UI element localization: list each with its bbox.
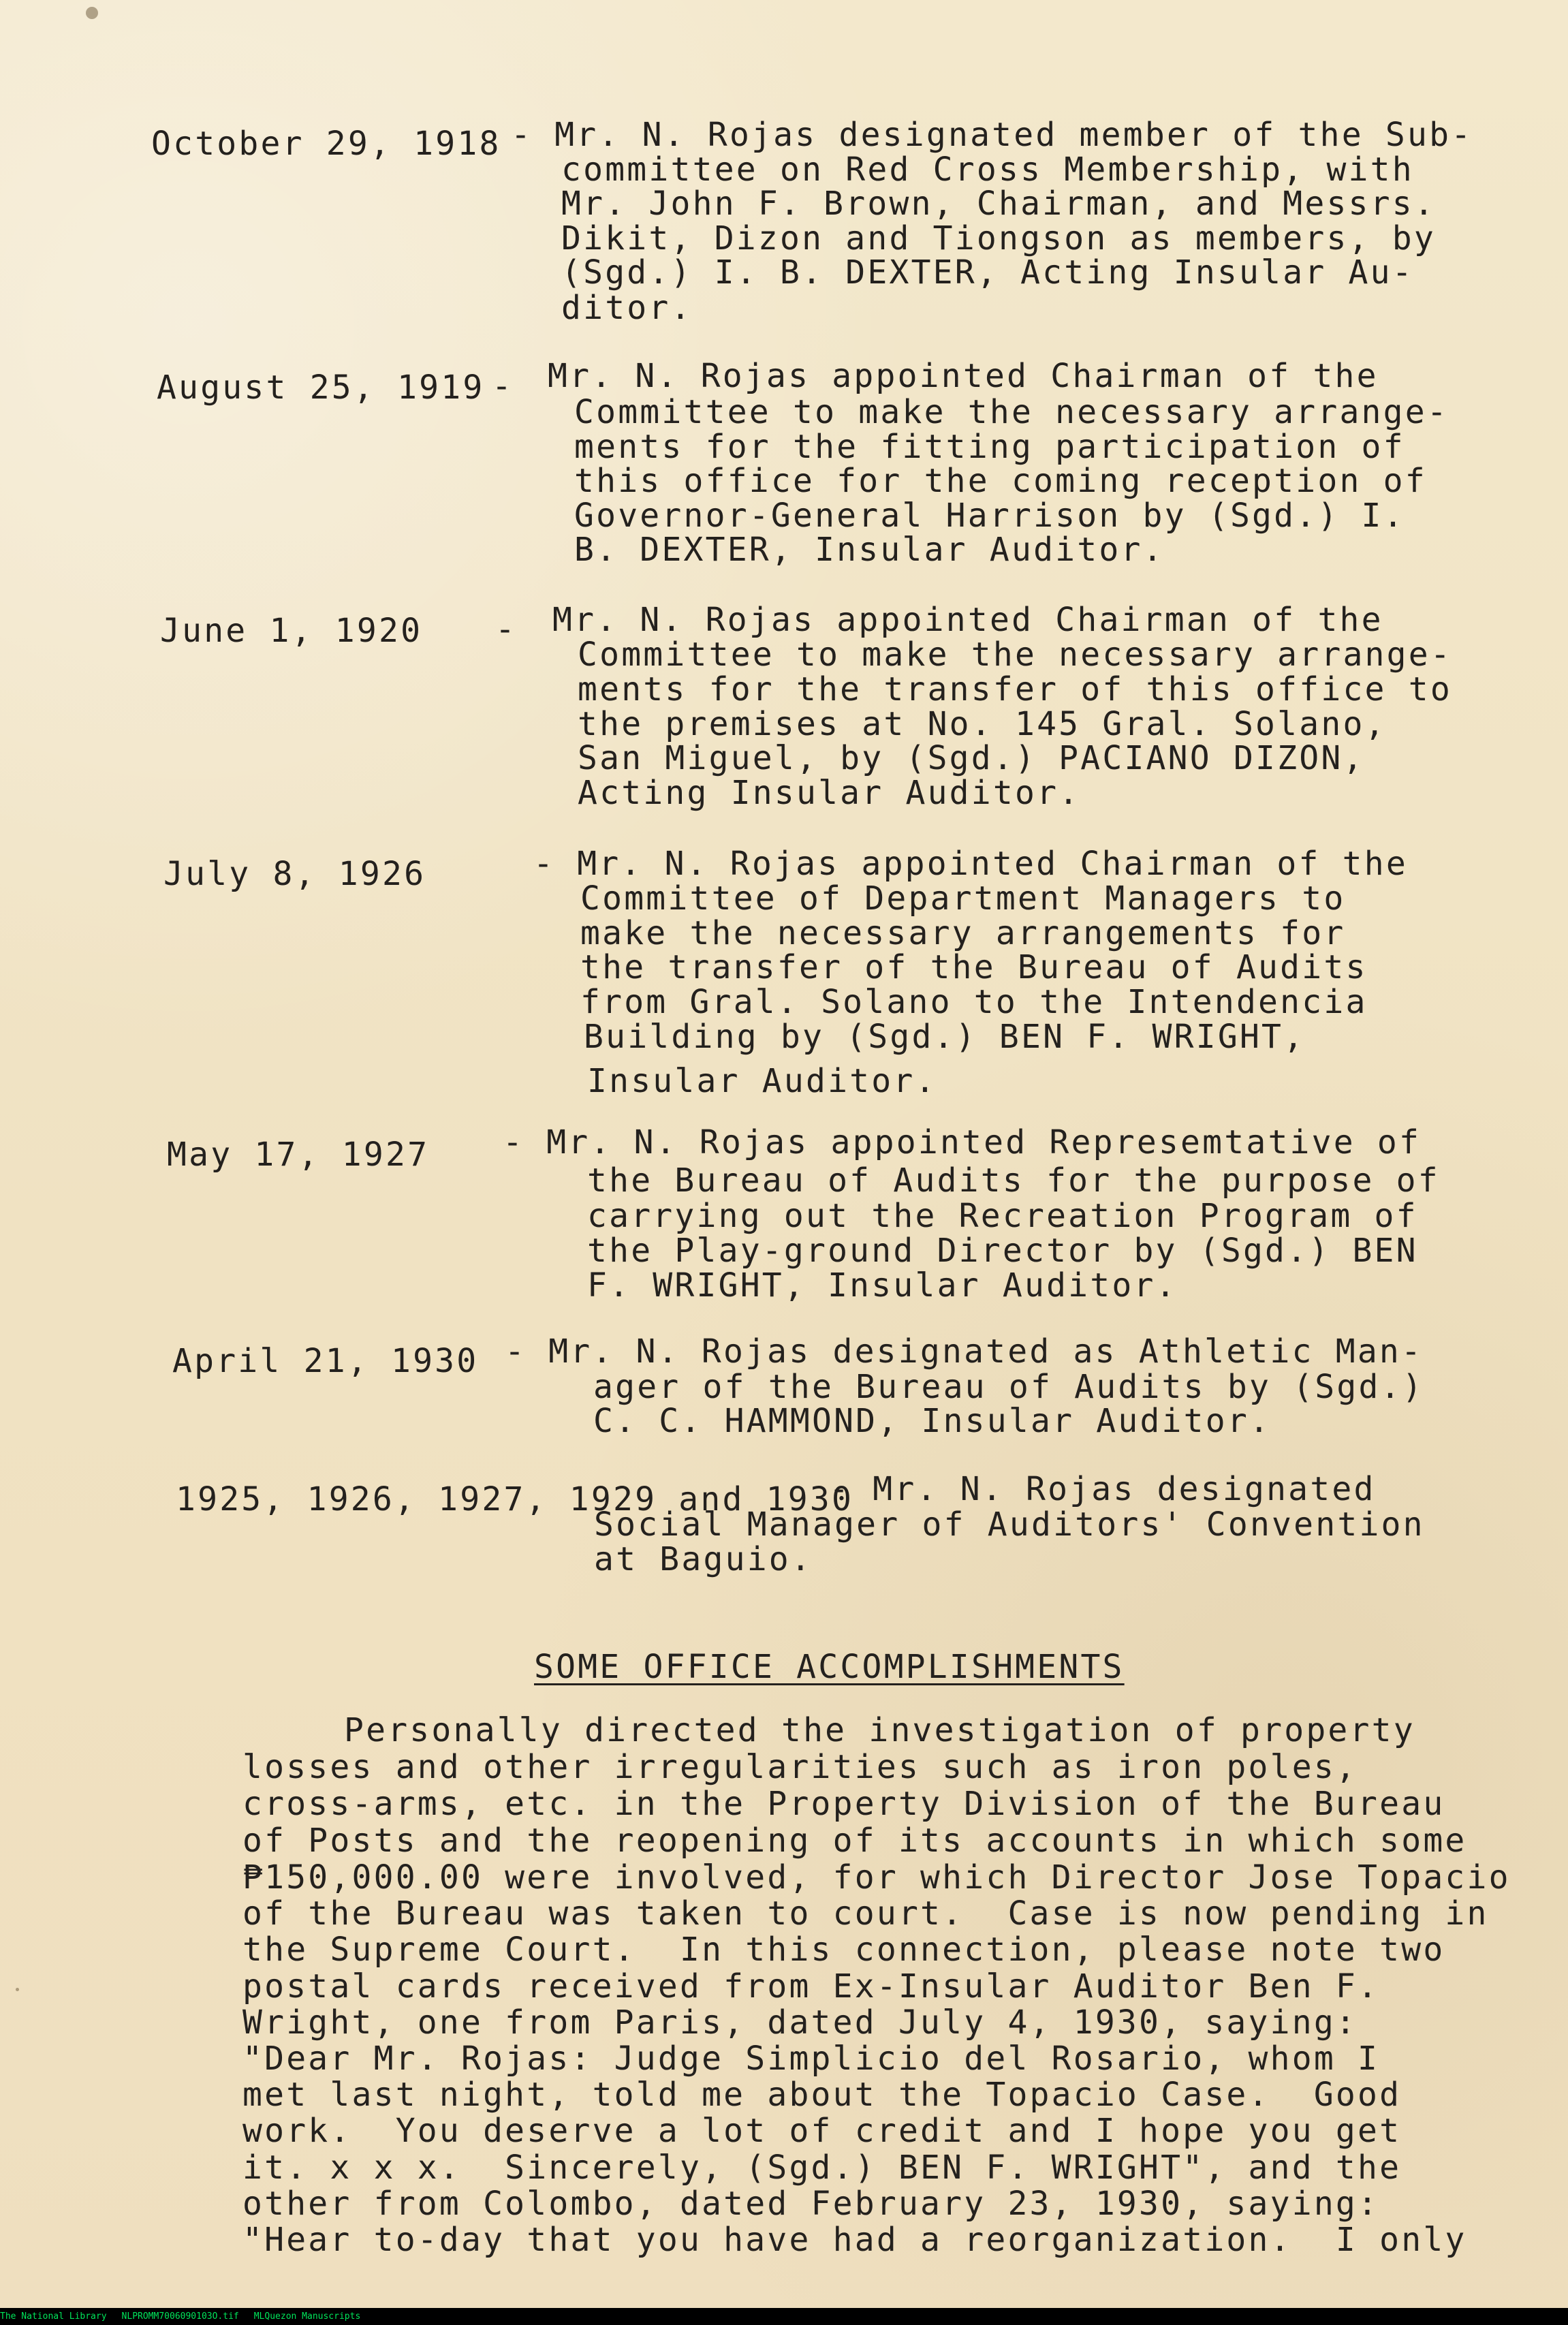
entry-line: F. WRIGHT, Insular Auditor. bbox=[587, 1266, 1178, 1305]
entry-line: at Baguio. bbox=[594, 1540, 813, 1578]
section-heading: SOME OFFICE ACCOMPLISHMENTS bbox=[534, 1648, 1125, 1686]
entry-line: Acting Insular Auditor. bbox=[578, 774, 1081, 812]
entry-line: the premises at No. 145 Gral. Solano, bbox=[578, 705, 1387, 743]
entry-line: Mr. John F. Brown, Chairman, and Messrs. bbox=[561, 185, 1436, 223]
entry-date: April 21, 1930 bbox=[172, 1342, 479, 1380]
entry-line: the Play-ground Director by (Sgd.) BEN bbox=[587, 1232, 1418, 1270]
paragraph-line: "Dear Mr. Rojas: Judge Simplicio del Rosario, whom I bbox=[242, 2040, 1380, 2078]
entry-line: make the necessary arrangements for bbox=[580, 914, 1346, 952]
entry-line: San Miguel, by (Sgd.) PACIANO DIZON, bbox=[578, 739, 1365, 777]
footer-collection: MLQuezon Manuscripts bbox=[253, 2311, 361, 2322]
footer-library: The National Library bbox=[0, 2311, 107, 2322]
paragraph-line: other from Colombo, dated February 23, 1930, saying: bbox=[242, 2185, 1380, 2223]
paragraph-line: "Hear to-day that you have had a reorganization. I only bbox=[242, 2221, 1467, 2259]
entry-line: Insular Auditor. bbox=[587, 1062, 937, 1100]
scan-footer bbox=[0, 2308, 1568, 2325]
entry-line: Building by (Sgd.) BEN F. WRIGHT, bbox=[584, 1018, 1306, 1056]
paragraph-line: met last night, told me about the Topacio Case. Good bbox=[242, 2076, 1402, 2114]
footer-file: NLPROMM7006090103O.tif bbox=[121, 2311, 239, 2322]
entry-line: - Mr. N. Rojas designated as Athletic Man- bbox=[505, 1332, 1424, 1371]
entry-line: ditor. bbox=[561, 289, 693, 327]
paragraph-line: cross-arms, etc. in the Property Division of the Bureau bbox=[242, 1785, 1445, 1823]
entry-date: 1925, 1926, 1927, 1929 and 1930 bbox=[176, 1480, 854, 1518]
entry-line: (Sgd.) I. B. DEXTER, Acting Insular Au- bbox=[561, 253, 1414, 292]
entry-line: the Bureau of Audits for the purpose of bbox=[587, 1161, 1440, 1200]
paragraph-line: it. x x x. Sincerely, (Sgd.) BEN F. WRIGHT", and the bbox=[242, 2149, 1402, 2187]
entry-line: - Mr. N. Rojas appointed Represemtative of bbox=[503, 1123, 1422, 1161]
paragraph-line: Wright, one from Paris, dated July 4, 1930, saying: bbox=[242, 2003, 1358, 2042]
entry-line: Committee to make the necessary arrange- bbox=[578, 636, 1452, 674]
entry-dash: - bbox=[495, 610, 518, 649]
paragraph-line: work. You deserve a lot of credit and I hope you get bbox=[242, 2112, 1402, 2150]
entry-line: committee on Red Cross Membership, with bbox=[561, 151, 1414, 189]
entry-line: Governor-General Harrison by (Sgd.) I. bbox=[574, 497, 1405, 535]
entry-dash: - bbox=[492, 367, 514, 405]
entry-line: Committee to make the necessary arrange- bbox=[574, 393, 1449, 431]
entry-date: October 29, 1918 bbox=[151, 125, 501, 163]
entry-line: ager of the Bureau of Audits by (Sgd.) bbox=[593, 1368, 1424, 1406]
entry-date: May 17, 1927 bbox=[167, 1136, 430, 1174]
entry-line: Mr. N. Rojas appointed Chairman of the bbox=[548, 357, 1379, 395]
entry-line: - Mr. N. Rojas designated member of the Sub- bbox=[511, 116, 1473, 154]
entry-line: ments for the fitting participation of bbox=[574, 428, 1405, 466]
entry-date: July 8, 1926 bbox=[163, 855, 426, 893]
entry-line: C. C. HAMMOND, Insular Auditor. bbox=[593, 1402, 1272, 1440]
entry-line: Committee of Department Managers to bbox=[580, 879, 1346, 918]
entry-date: June 1, 1920 bbox=[160, 612, 423, 650]
paragraph-line: ₱150,000.00 were involved, for which Director Jose Topacio bbox=[242, 1858, 1511, 1897]
entry-line: Social Manager of Auditors' Convention bbox=[594, 1505, 1425, 1544]
entry-line: Dikit, Dizon and Tiongson as members, by bbox=[561, 219, 1436, 258]
entry-line: B. DEXTER, Insular Auditor. bbox=[574, 531, 1165, 569]
paragraph-line: of the Bureau was taken to court. Case is now pending in bbox=[242, 1894, 1489, 1933]
paragraph-line: losses and other irregularities such as iron poles, bbox=[242, 1748, 1358, 1786]
entry-line: - Mr. N. Rojas appointed Chairman of the bbox=[533, 845, 1408, 883]
entry-line: carrying out the Recreation Program of bbox=[587, 1197, 1418, 1235]
entry-line: the transfer of the Bureau of Audits bbox=[580, 948, 1368, 986]
paragraph-line: Personally directed the investigation of property bbox=[344, 1711, 1415, 1749]
entry-line: - Mr. N. Rojas designated bbox=[807, 1470, 1376, 1508]
paragraph-line: postal cards received from Ex-Insular Auditor Ben F. bbox=[242, 1967, 1380, 2006]
entry-line: ments for the transfer of this office to bbox=[578, 670, 1452, 708]
entry-line: Mr. N. Rojas appointed Chairman of the bbox=[552, 601, 1383, 639]
paragraph-line: the Supreme Court. In this connection, please note two bbox=[242, 1931, 1445, 1969]
paragraph-line: of Posts and the reopening of its accounts in which some bbox=[242, 1822, 1467, 1860]
entry-date: August 25, 1919 bbox=[157, 369, 485, 407]
entry-line: this office for the coming reception of bbox=[574, 462, 1427, 500]
entry-line: from Gral. Solano to the Intendencia bbox=[580, 983, 1368, 1021]
